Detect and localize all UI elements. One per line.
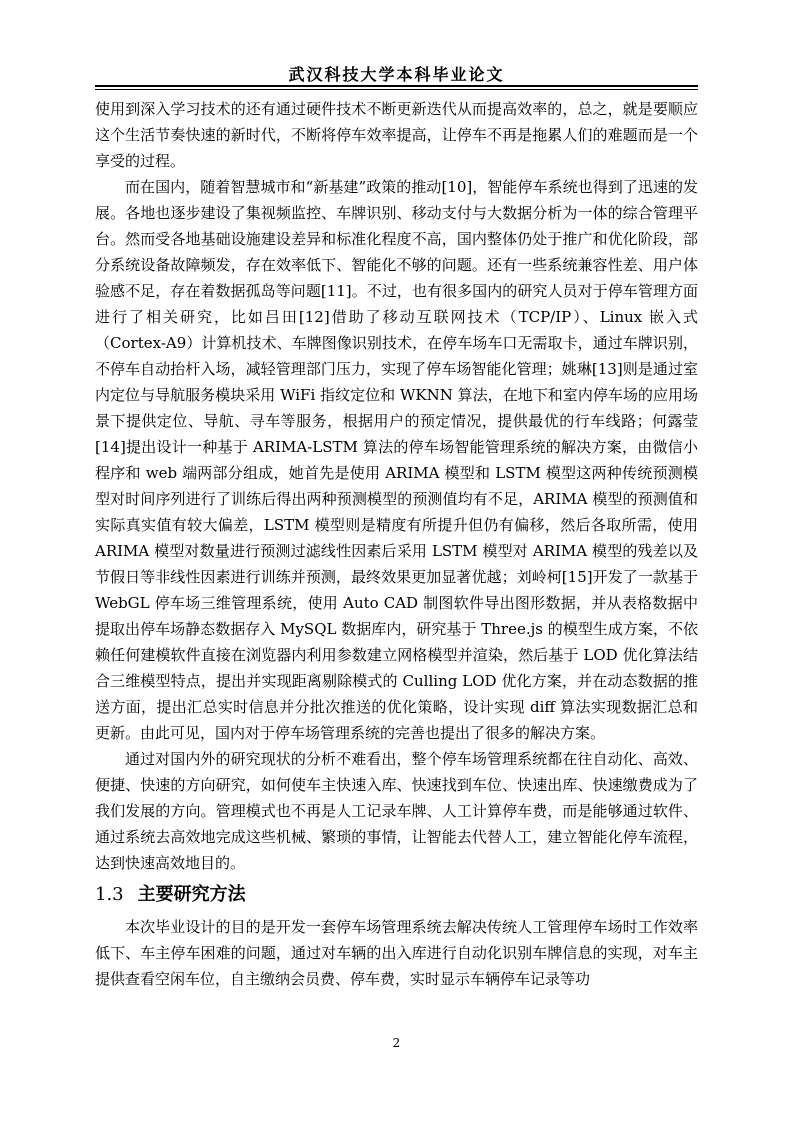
body-text [95,96,698,992]
header-rule-thin [95,89,698,90]
header-rule [95,85,698,87]
section-number: 1.3 [95,884,124,905]
paragraph-domestic-research: 而在国内，随着智慧城市和“新基建”政策的推动[10]，智能停车系统也得到了迅速的发展。各地也逐步建设了集视频监控、车牌识别、移动支付与大数据分析为一体的综合管理平台。然而受各地基础设施建设差异和标准化程度不高，国内整体仍处于推广和优化阶段，部分系统设备故障频发，存在效率低下、智能化不够的问题。还有一些系统兼容性差、用户体验感不足，存在着数据孤岛等问题[11]。不过，也有很多国内的研究人员对于停车管理方面进行了相关研究，比如吕田[12]借助了移动互联网技术（TCP/IP）、Linux 嵌入式（Cortex-A9）计算机技术、车牌图像识别技术，在停车场车口无需取卡，通过车牌识别，不停车自动抬杆入场，减轻管理部门压力，实现了停车场智能化管理；姚琳[13]则是通过室内定位与导航服务模块采用 WiFi 指纹定位和 WKNN 算法，在地下和室内停车场的应用场景下提供定位、导航、寻车等服务，根据用户的预定情况，提供最优的行车线路；何露莹[14]提出设计一种基于 ARIMA-LSTM 算法的停车场智能管理系统的解决方案，由微信小程序和 web 端两部分组成，她首先是使用 ARIMA 模型和 LSTM 模型这两种传统预测模型对时间序列进行了训练后得出两种预测模型的预测值均有不足，ARIMA 模型的预测值和实际真实值有较大偏差，LSTM 模型则是精度有所提升但仍有偏移，然后各取所需，使用 ARIMA 模型对数量进行预测过滤线性因素后采用 LSTM 模型对 ARIMA 模型的残差以及节假日等非线性因素进行训练并预测，最终效果更加显著优越；刘岭柯[15]开发了一款基于 WebGL 停车场三维管理系统，使用 Auto CAD 制图软件导出图形数据，并从表格数据中提取出停车场静态数据存入 MySQL 数据库内，研究基于 Three.js 的模型生成方案，不依赖任何建模软件直接在浏览器内利用参数建立网格模型并渲染，然后基于 LOD 优化算法结合三维模型特点，提出并实现距离剔除模式的 Culling LOD 优化方案，并在动态数据的推送方面，提出汇总实时信息并分批次推送的优化策略，设计实现 diff 算法实现数据汇总和更新。由此可见，国内对于停车场管理系统的完善也提出了很多的解决方案。 [95,178,698,742]
section-title: 主要研究方法 [137,884,246,905]
section-heading [95,880,698,910]
paragraph-summary: 通过对国内外的研究现状的分析不难看出，整个停车场管理系统都在往自动化、高效、便捷、快速的方向研究，如何使车主快速入库、快速找到车位、快速出库、快速缴费成为了我们发展的方向。管理模式也不再是人工记录车牌、人工计算停车费，而是能够通过软件、通过系统去高效地完成这些机械、繁琐的事情，让智能去代替人工，建立智能化停车流程，达到快速高效地目的。 [95,750,698,872]
running-header: 武汉科技大学本科毕业论文 [288,65,505,84]
page-number: 2 [392,1036,401,1050]
paragraph-research-method: 本次毕业设计的目的是开发一套停车场管理系统去解决传统人工管理停车场时工作效率低下、车主停车困难的问题，通过对车辆的出入库进行自动化识别车牌信息的实现，对车主提供查看空闲车位，自主缴纳会员费、停车费，实时显示车辆停车记录等功 [95,918,698,988]
paragraph-continuation: 使用到深入学习技术的还有通过硬件技术不断更新迭代从而提高效率的，总之，就是要顺应这个生活节奏快速的新时代，不断将停车效率提高，让停车不再是拖累人们的难题而是一个享受的过程。 [95,100,698,170]
